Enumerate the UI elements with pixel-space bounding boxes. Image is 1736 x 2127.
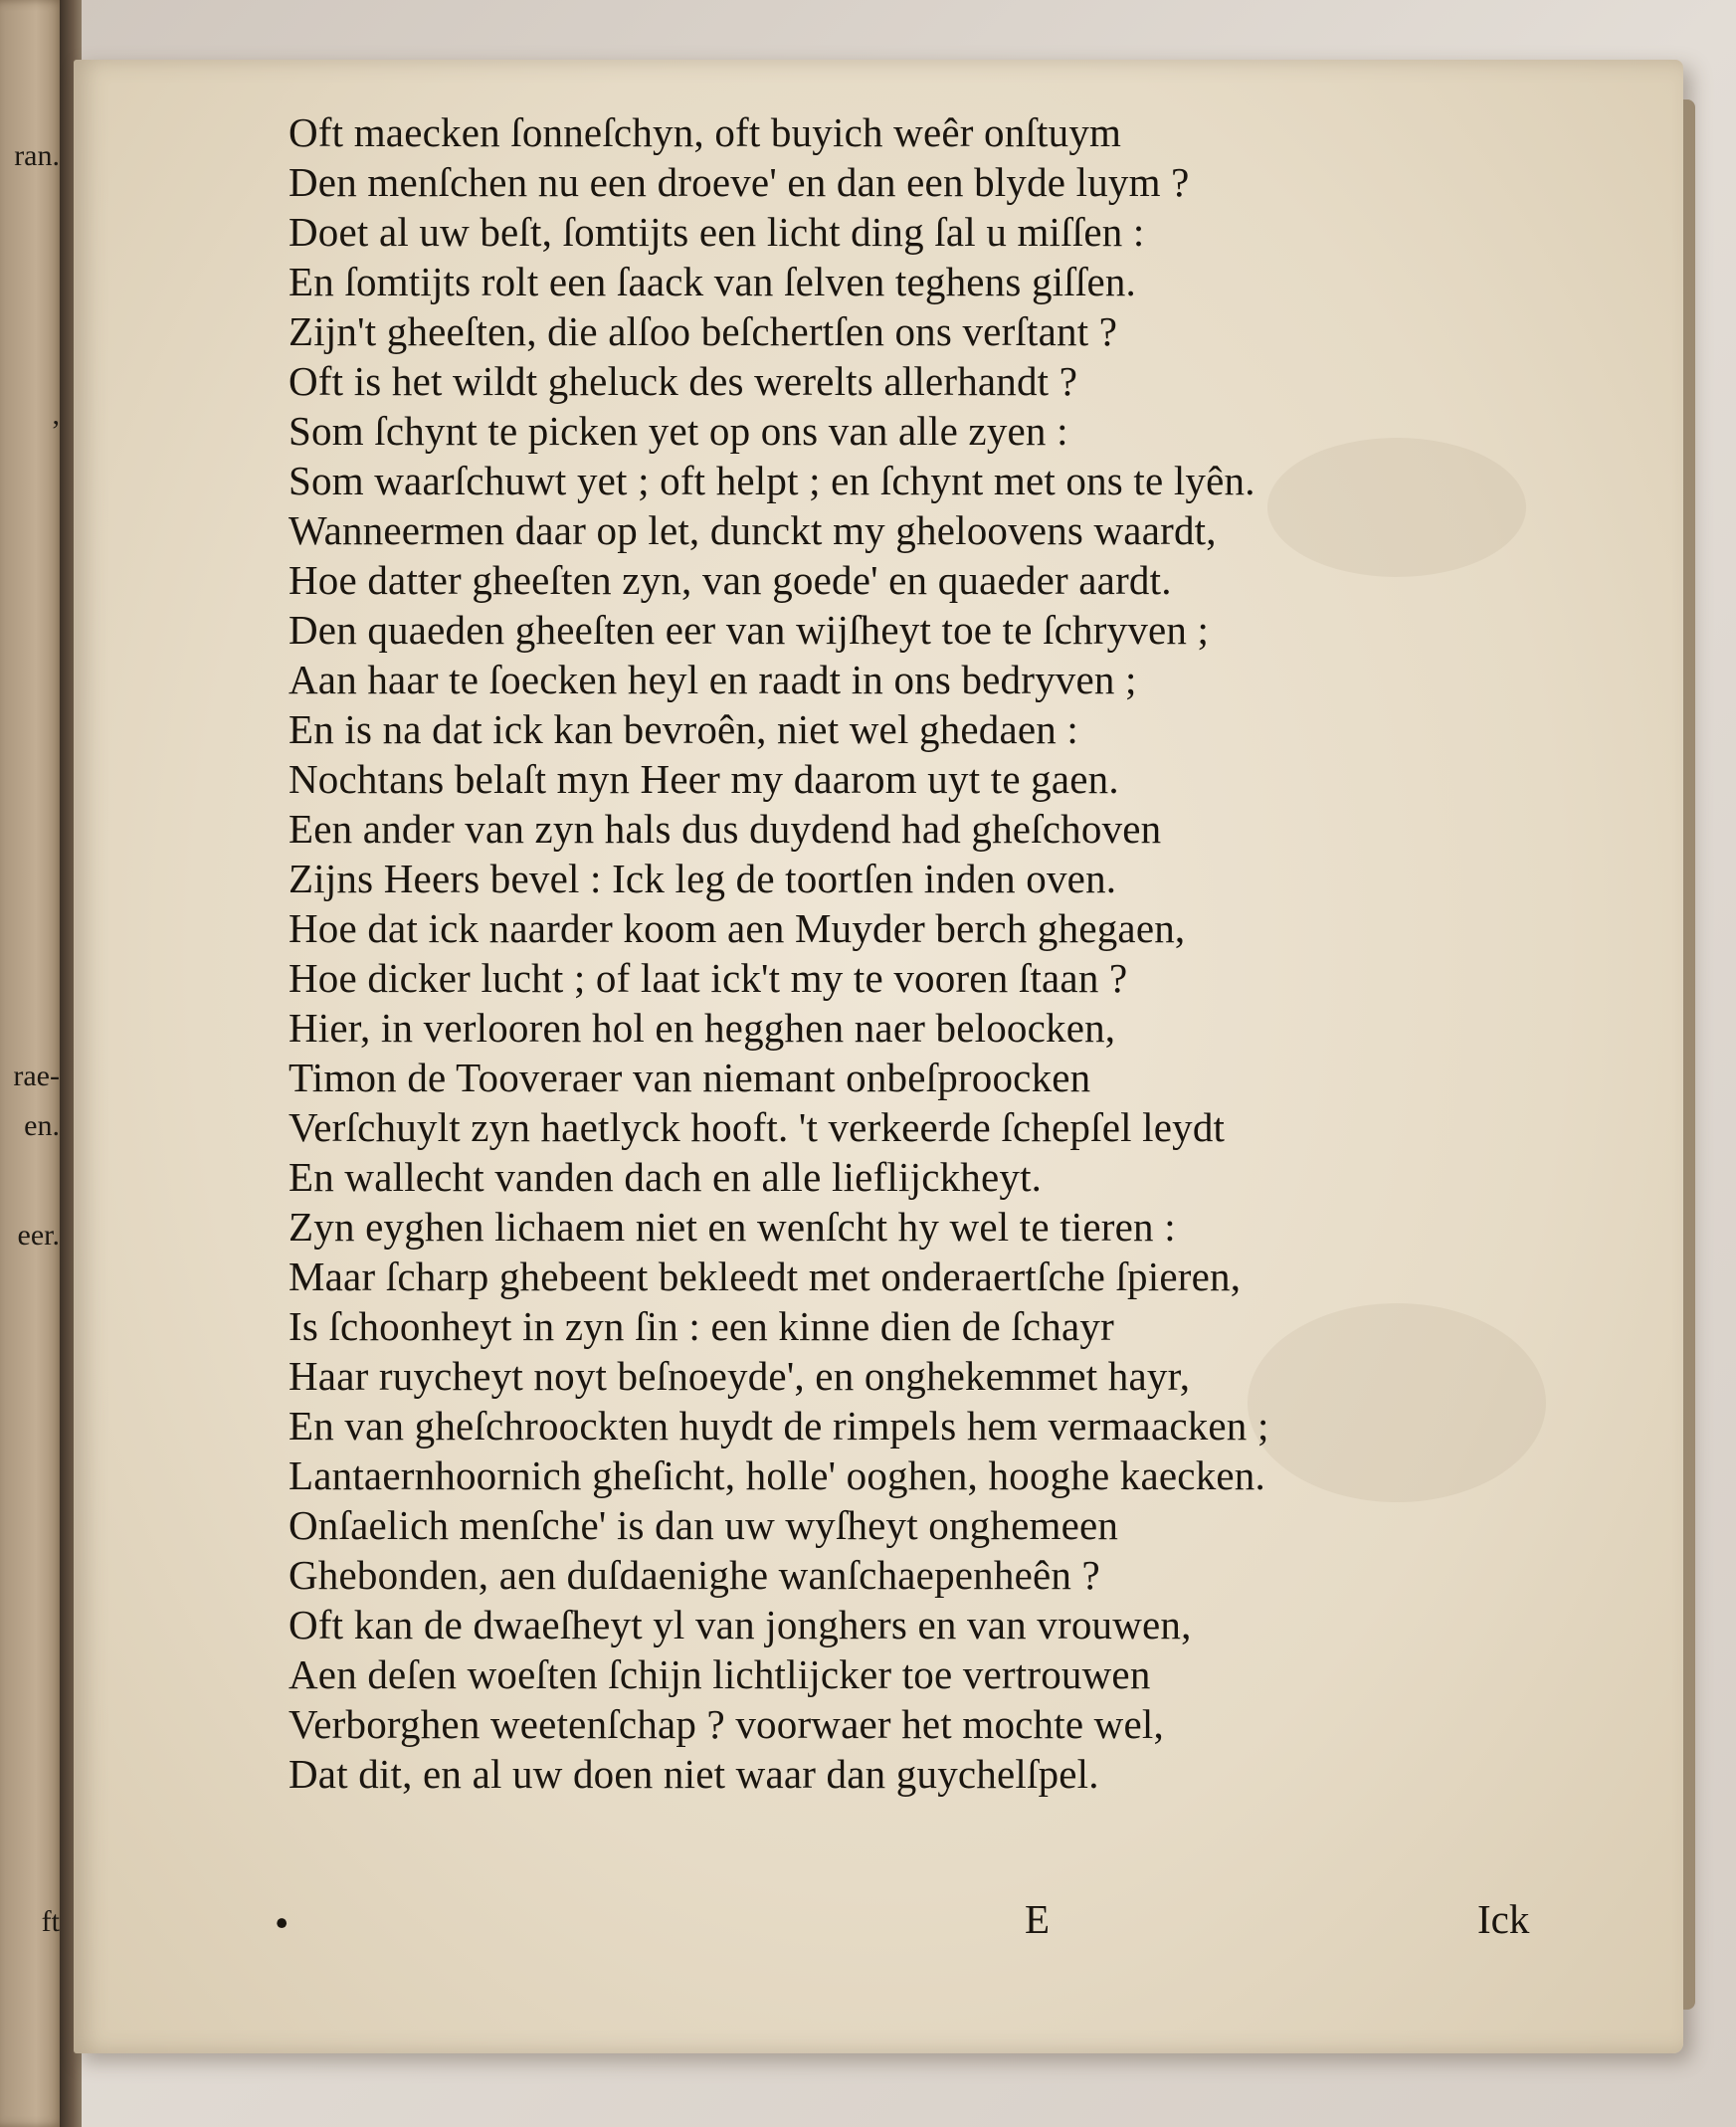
verse-line: Ghebonden, aen duſdaenighe wanſchaepenheên ? [289,1552,1100,1598]
verse-line: Zijns Heers bevel : Ick leg de toortſen inden oven. [289,856,1117,901]
left-page-edge [0,0,66,2127]
signature-mark: E [1025,1896,1051,1942]
verse-line: Nochtans belaſt myn Heer my daarom uyt te gaen. [289,756,1119,802]
left-page-fragment: ft [41,1905,60,1938]
verse-line: Aen deſen woeſten ſchijn lichtlijcker toe vertrouwen [289,1651,1151,1697]
verse-line: Verborghen weetenſchap ? voorwaer het mochte wel, [289,1701,1164,1747]
verse-line: Den quaeden gheeſten eer van wijſheyt toe te ſchryven ; [289,607,1210,653]
left-page-fragment: ran. [14,139,60,172]
verse-line: Hoe dat ick naarder koom aen Muyder berch ghegaen, [289,905,1186,951]
verse-line: Hoe datter gheeſten zyn, van goede' en quaeder aardt. [289,557,1172,603]
footer-dot: • [275,1900,289,1946]
left-page-fragment: eer. [17,1219,60,1252]
verse-line: Een ander van zyn hals dus duydend had gheſchoven [289,806,1162,852]
verse-line: Verſchuylt zyn haetlyck hooft. 't verkeerde ſchepſel leydt [289,1104,1226,1150]
verse-line: Som ſchynt te picken yet op ons van alle zyen : [289,408,1068,454]
left-page-fragment: rae- [13,1060,60,1092]
page-footer [269,1895,1562,1945]
verse-line: Wanneermen daar op let, dunckt my gheloovens waardt, [289,507,1217,553]
verse-line: Zyn eyghen lichaem niet en wenſcht hy wel te tieren : [289,1204,1176,1250]
verse-line: Oft is het wildt gheluck des werelts allerhandt ? [289,358,1078,404]
left-page-fragment: , [52,398,60,431]
verse-line: En wallecht vanden dach en alle lieflijckheyt. [289,1154,1043,1200]
verse-line: Aan haar te ſoecken heyl en raadt in ons bedryven ; [289,657,1137,702]
verse-line: Oft maecken ſonneſchyn, oft buyich weêr onſtuym [289,109,1122,155]
verse-line: Maar ſcharp ghebeent bekleedt met onderaertſche ſpieren, [289,1254,1242,1299]
verse-line: Den menſchen nu een droeve' en dan een blyde luym ? [289,159,1190,205]
catchword: Ick [1477,1896,1530,1942]
verse-line: En is na dat ick kan bevroên, niet wel ghedaen : [289,706,1079,752]
verse-line: Timon de Tooveraer van niemant onbeſproocken [289,1055,1091,1100]
verse-line: Is ſchoonheyt in zyn ſin : een kinne dien de ſchayr [289,1303,1114,1349]
verse-line: En ſomtijts rolt een ſaack van ſelven teghens giſſen. [289,259,1137,304]
verse-line: Hoe dicker lucht ; of laat ick't my te vooren ſtaan ? [289,955,1128,1001]
verse-line: Zijn't gheeſten, die alſoo beſchertſen ons verſtant ? [289,308,1118,354]
verse-line: Lantaernhoornich gheſicht, holle' ooghen, hooghe kaecken. [289,1452,1265,1498]
verse-line: Oft kan de dwaeſheyt yl van jonghers en van vrouwen, [289,1602,1192,1647]
verse-line: En van gheſchroockten huydt de rimpels hem vermaacken ; [289,1403,1269,1449]
verse-line: Haar ruycheyt noyt beſnoeyde', en onghekemmet hayr, [289,1353,1191,1399]
verse-line: Hier, in verlooren hol en hegghen naer beloocken, [289,1005,1116,1051]
verse-line: Dat dit, en al uw doen niet waar dan guychelſpel. [289,1751,1099,1797]
verse-line: Som waarſchuwt yet ; oft helpt ; en ſchynt met ons te lyên. [289,458,1255,503]
verse-line: Onſaelich menſche' is dan uw wyſheyt onghemeen [289,1502,1119,1548]
verse-line: Doet al uw beſt, ſomtijts een licht ding ſal u miſſen : [289,209,1145,255]
verse-text [289,107,1482,1799]
left-page-fragment: en. [24,1109,60,1142]
